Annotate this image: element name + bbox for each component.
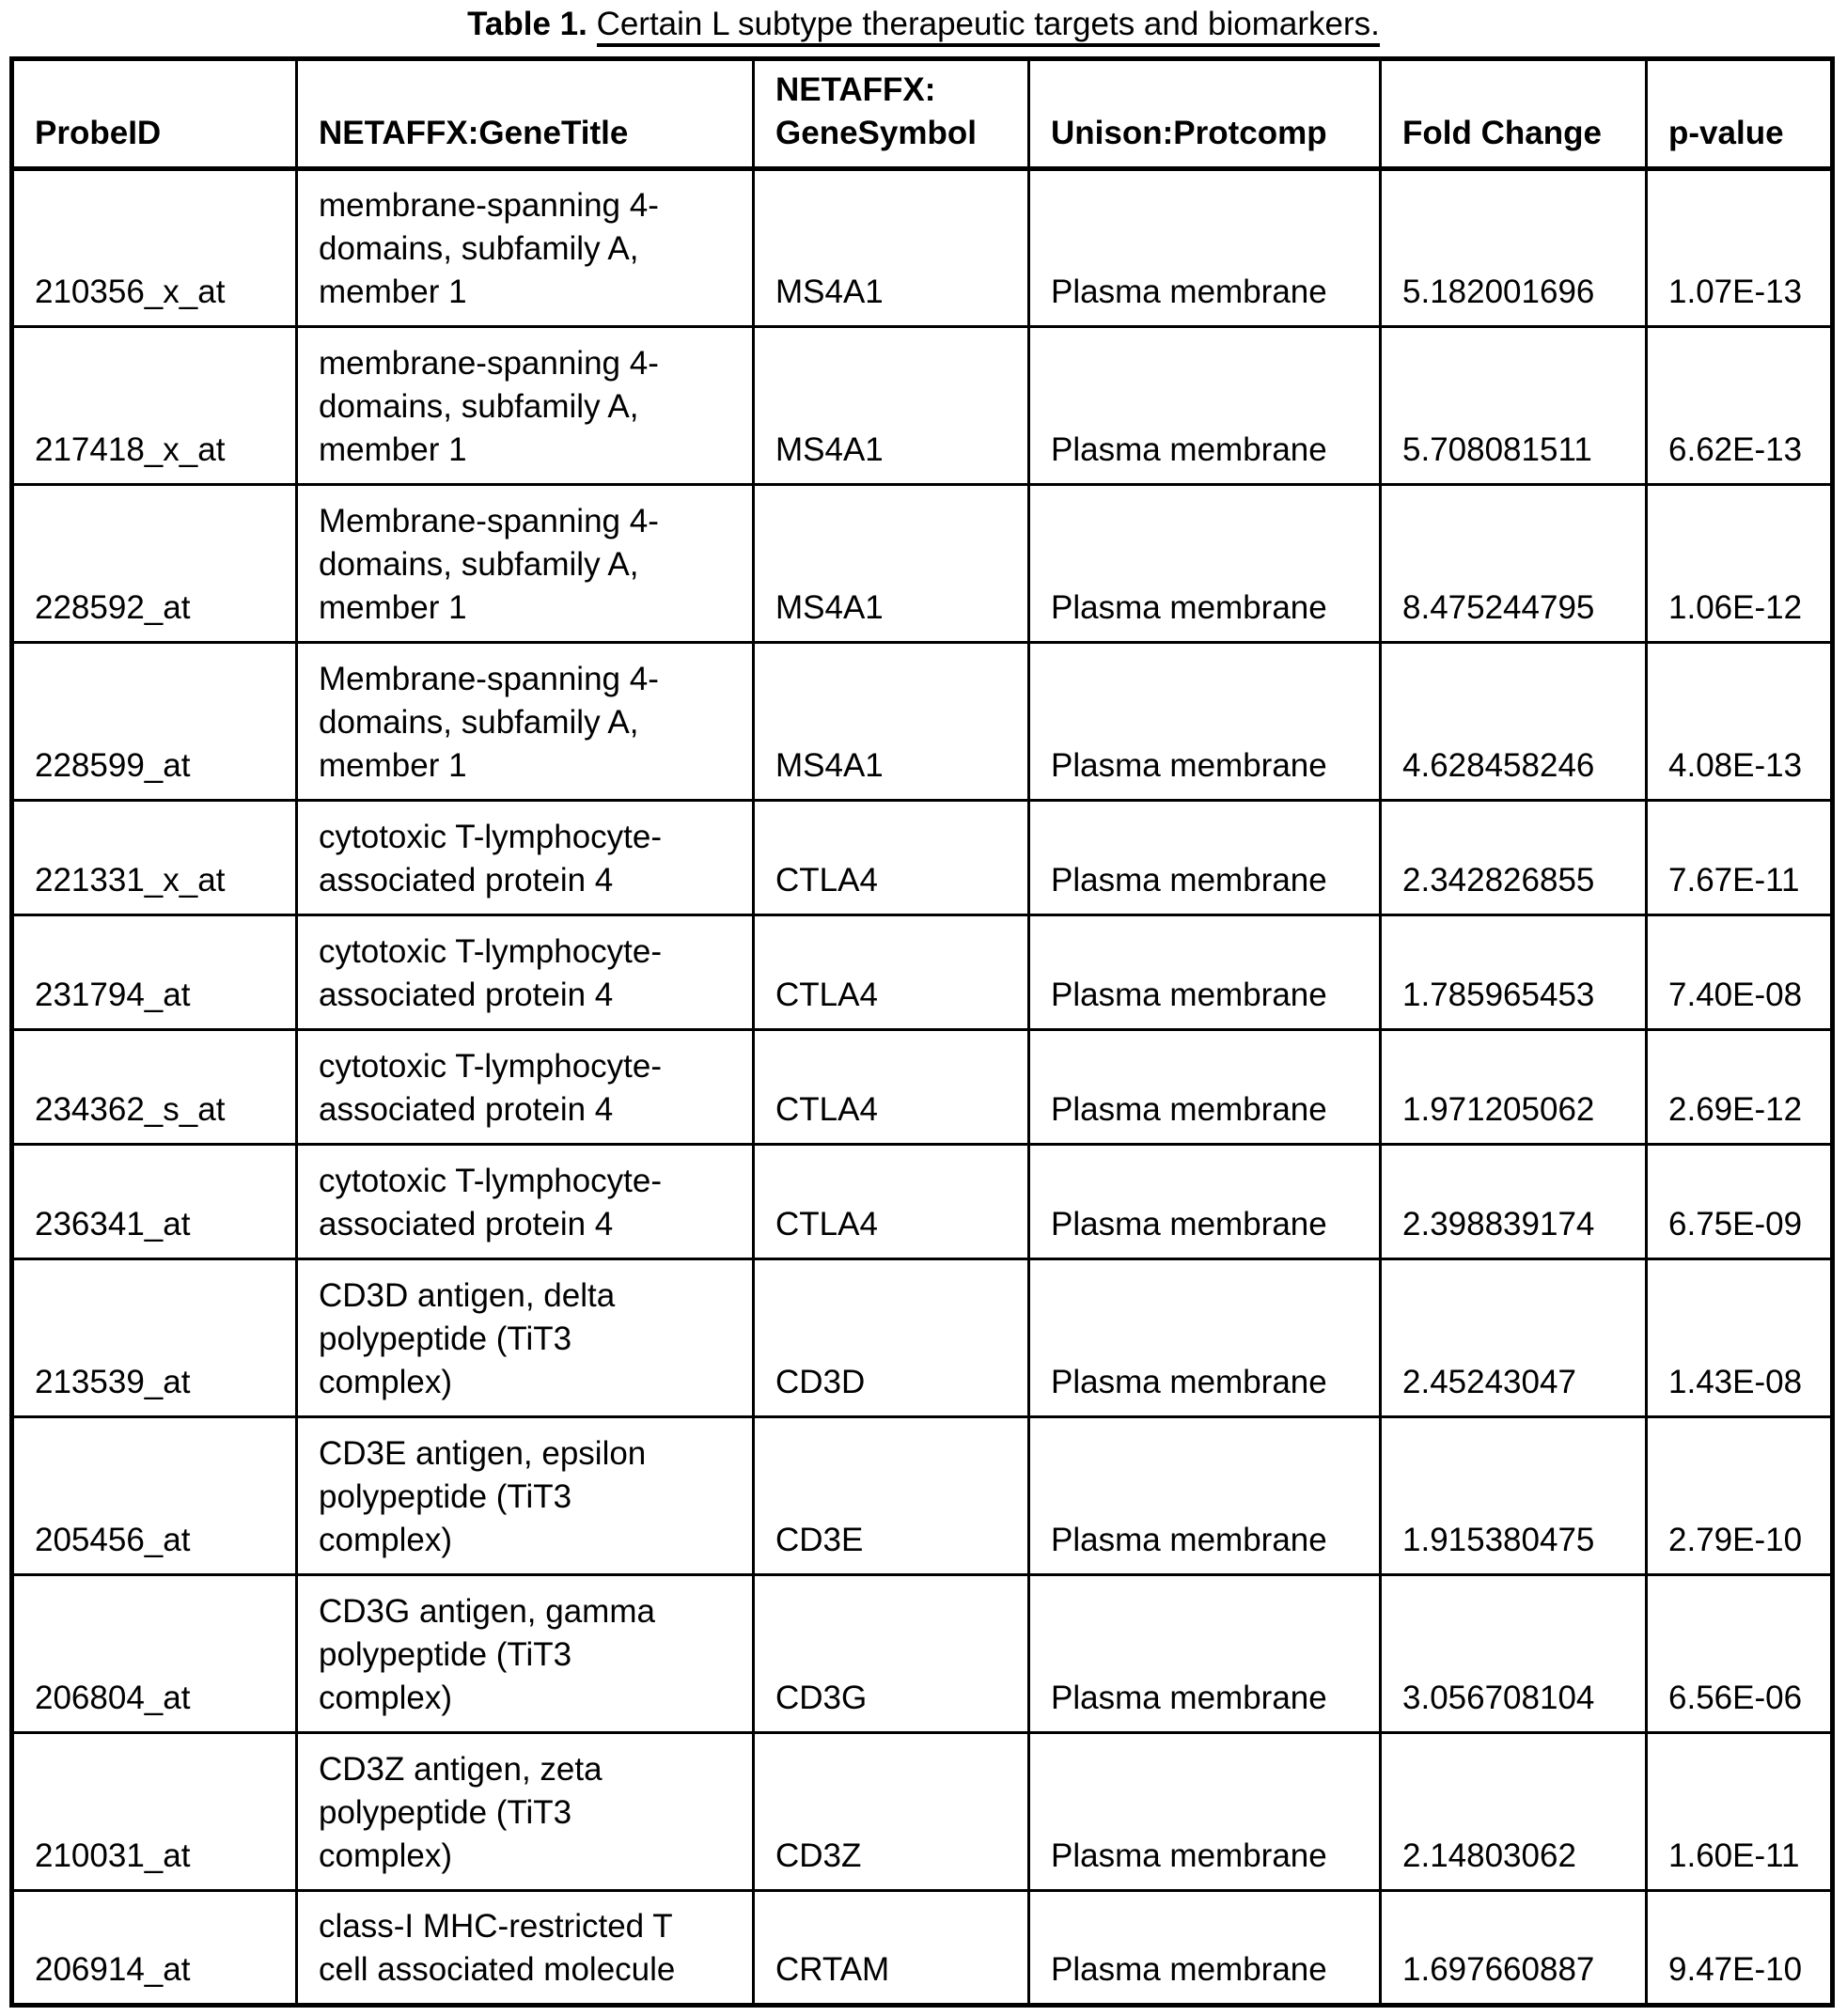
- protcomp-cell: Plasma membrane: [1029, 327, 1381, 485]
- probe-id-cell: 234362_s_at: [12, 1030, 297, 1145]
- gene-symbol-cell: MS4A1: [754, 643, 1029, 801]
- gene-title-cell: class-I MHC-restricted T cell associated molecule: [297, 1891, 754, 2006]
- protcomp-cell: Plasma membrane: [1029, 801, 1381, 915]
- p-value-cell: 6.75E-09: [1647, 1145, 1833, 1259]
- table-row: [12, 1417, 1833, 1575]
- gene-symbol-cell: CD3G: [754, 1575, 1029, 1733]
- protcomp-cell: Plasma membrane: [1029, 169, 1381, 327]
- probe-id-cell: 217418_x_at: [12, 327, 297, 485]
- fold-change-cell: 8.475244795: [1381, 485, 1647, 643]
- table-row: [12, 169, 1833, 327]
- gene-title-cell: CD3D antigen, delta polypeptide (TiT3 complex): [297, 1259, 754, 1417]
- protcomp-cell: Plasma membrane: [1029, 1145, 1381, 1259]
- p-value-cell: 1.07E-13: [1647, 169, 1833, 327]
- fold-change-cell: 5.182001696: [1381, 169, 1647, 327]
- p-value-cell: 7.40E-08: [1647, 915, 1833, 1030]
- column-header-fold-change: Fold Change: [1381, 59, 1647, 169]
- column-header-gene-symbol: NETAFFX: GeneSymbol: [754, 59, 1029, 169]
- p-value-cell: 7.67E-11: [1647, 801, 1833, 915]
- table-title-text: Certain L subtype therapeutic targets and biomarkers.: [597, 6, 1380, 47]
- protcomp-cell: Plasma membrane: [1029, 1417, 1381, 1575]
- gene-title-cell: cytotoxic T-lymphocyte- associated protein 4: [297, 1145, 754, 1259]
- probe-id-cell: 206914_at: [12, 1891, 297, 2006]
- probe-id-cell: 221331_x_at: [12, 801, 297, 915]
- fold-change-cell: 2.342826855: [1381, 801, 1647, 915]
- gene-symbol-cell: CTLA4: [754, 801, 1029, 915]
- probe-id-cell: 236341_at: [12, 1145, 297, 1259]
- gene-symbol-cell: CD3Z: [754, 1733, 1029, 1891]
- protcomp-cell: Plasma membrane: [1029, 1030, 1381, 1145]
- gene-symbol-cell: CTLA4: [754, 1030, 1029, 1145]
- gene-title-cell: membrane-spanning 4- domains, subfamily A, member 1: [297, 169, 754, 327]
- protcomp-cell: Plasma membrane: [1029, 1575, 1381, 1733]
- gene-symbol-cell: CTLA4: [754, 915, 1029, 1030]
- protcomp-cell: Plasma membrane: [1029, 643, 1381, 801]
- fold-change-cell: 2.14803062: [1381, 1733, 1647, 1891]
- table-body: [12, 169, 1833, 2006]
- gene-title-cell: cytotoxic T-lymphocyte- associated protein 4: [297, 801, 754, 915]
- fold-change-cell: 4.628458246: [1381, 643, 1647, 801]
- probe-id-cell: 206804_at: [12, 1575, 297, 1733]
- gene-title-cell: Membrane-spanning 4- domains, subfamily A, member 1: [297, 643, 754, 801]
- probe-id-cell: 231794_at: [12, 915, 297, 1030]
- fold-change-cell: 5.708081511: [1381, 327, 1647, 485]
- gene-title-cell: Membrane-spanning 4- domains, subfamily A, member 1: [297, 485, 754, 643]
- gene-symbol-cell: MS4A1: [754, 169, 1029, 327]
- table-row: [12, 1575, 1833, 1733]
- gene-symbol-cell: CD3E: [754, 1417, 1029, 1575]
- protcomp-cell: Plasma membrane: [1029, 1259, 1381, 1417]
- gene-title-cell: CD3E antigen, epsilon polypeptide (TiT3 complex): [297, 1417, 754, 1575]
- table-row: [12, 327, 1833, 485]
- p-value-cell: 1.06E-12: [1647, 485, 1833, 643]
- gene-title-cell: CD3G antigen, gamma polypeptide (TiT3 complex): [297, 1575, 754, 1733]
- gene-symbol-cell: MS4A1: [754, 485, 1029, 643]
- p-value-cell: 6.62E-13: [1647, 327, 1833, 485]
- title-spacer: [587, 6, 597, 42]
- gene-symbol-cell: MS4A1: [754, 327, 1029, 485]
- protcomp-cell: Plasma membrane: [1029, 1733, 1381, 1891]
- p-value-cell: 1.60E-11: [1647, 1733, 1833, 1891]
- gene-title-cell: cytotoxic T-lymphocyte- associated protein 4: [297, 1030, 754, 1145]
- probe-id-cell: 210356_x_at: [12, 169, 297, 327]
- table-row: [12, 1891, 1833, 2006]
- p-value-cell: 9.47E-10: [1647, 1891, 1833, 2006]
- fold-change-cell: 2.398839174: [1381, 1145, 1647, 1259]
- p-value-cell: 4.08E-13: [1647, 643, 1833, 801]
- column-header-gene-title: NETAFFX:GeneTitle: [297, 59, 754, 169]
- p-value-cell: 1.43E-08: [1647, 1259, 1833, 1417]
- p-value-cell: 2.69E-12: [1647, 1030, 1833, 1145]
- gene-symbol-cell: CRTAM: [754, 1891, 1029, 2006]
- probe-id-cell: 228599_at: [12, 643, 297, 801]
- probe-id-cell: 205456_at: [12, 1417, 297, 1575]
- table-row: [12, 643, 1833, 801]
- protcomp-cell: Plasma membrane: [1029, 1891, 1381, 2006]
- probe-id-cell: 228592_at: [12, 485, 297, 643]
- fold-change-cell: 2.45243047: [1381, 1259, 1647, 1417]
- column-header-probe-id: ProbeID: [12, 59, 297, 169]
- protcomp-cell: Plasma membrane: [1029, 915, 1381, 1030]
- probe-id-cell: 213539_at: [12, 1259, 297, 1417]
- gene-symbol-cell: CTLA4: [754, 1145, 1029, 1259]
- column-header-protcomp: Unison:Protcomp: [1029, 59, 1381, 169]
- fold-change-cell: 1.971205062: [1381, 1030, 1647, 1145]
- table-row: [12, 1145, 1833, 1259]
- protcomp-cell: Plasma membrane: [1029, 485, 1381, 643]
- biomarkers-table: [9, 56, 1835, 2008]
- gene-title-cell: CD3Z antigen, zeta polypeptide (TiT3 complex): [297, 1733, 754, 1891]
- table-row: [12, 801, 1833, 915]
- probe-id-cell: 210031_at: [12, 1733, 297, 1891]
- gene-title-cell: membrane-spanning 4- domains, subfamily A, member 1: [297, 327, 754, 485]
- fold-change-cell: 3.056708104: [1381, 1575, 1647, 1733]
- header-row: [12, 59, 1833, 169]
- table-row: [12, 485, 1833, 643]
- gene-symbol-cell: CD3D: [754, 1259, 1029, 1417]
- gene-title-cell: cytotoxic T-lymphocyte- associated protein 4: [297, 915, 754, 1030]
- table-title-label: Table 1.: [467, 6, 587, 42]
- fold-change-cell: 1.785965453: [1381, 915, 1647, 1030]
- column-header-p-value: p-value: [1647, 59, 1833, 169]
- table-row: [12, 1030, 1833, 1145]
- table-row: [12, 1259, 1833, 1417]
- fold-change-cell: 1.915380475: [1381, 1417, 1647, 1575]
- fold-change-cell: 1.697660887: [1381, 1891, 1647, 2006]
- table-row: [12, 1733, 1833, 1891]
- table-row: [12, 915, 1833, 1030]
- p-value-cell: 2.79E-10: [1647, 1417, 1833, 1575]
- p-value-cell: 6.56E-06: [1647, 1575, 1833, 1733]
- table-title: [0, 0, 1847, 43]
